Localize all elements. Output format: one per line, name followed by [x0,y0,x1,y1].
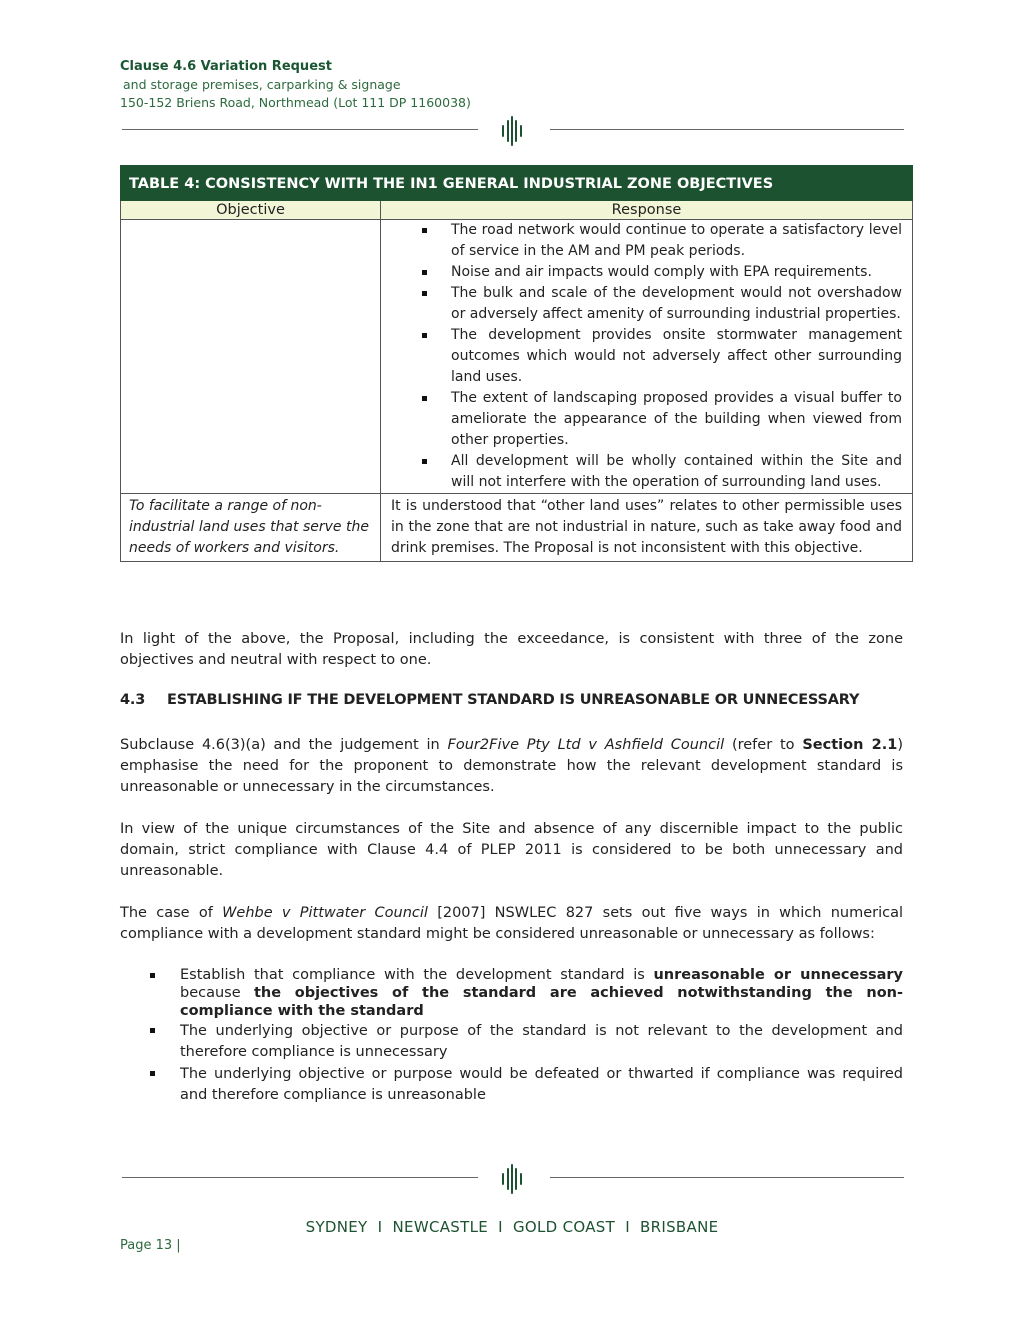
paragraph-circumstances: In view of the unique circumstances of the Site and absence of any discernible impact to the public domain, strict compliance with Clause 4.4 of PLEP 2011 is considered to be both unnecessary and unreasonable. [120,821,903,879]
page-number: Page 13 | [120,1238,181,1253]
response-text: It is understood that “other land uses” relates to other permissible uses in the zone that are not industrial in nature, such as take away food and drink premises. The Proposal is not inconsistent with this objective. [391,498,902,556]
footer-office-locations: SYDNEY I NEWCASTLE I GOLD COAST I BRISBANE [305,1218,719,1236]
column-header-objective: Objective [121,201,381,220]
text-run: (refer to [724,737,803,753]
text-run: Establish that compliance with the development standard is [180,967,654,983]
table-row [121,220,913,494]
list-item [180,966,903,1020]
document-header [120,58,471,112]
list-item: All development will be wholly contained within the Site and will not interfere with the operation of surrounding land uses. [451,451,902,493]
text-run: The case of [120,905,223,921]
divider-rule-left [122,1177,478,1178]
list-item: The road network would continue to operate a satisfactory level of service in the AM and PM peak periods. [451,220,902,262]
summary-paragraph: In light of the above, the Proposal, including the exceedance, is consistent with three of the zone objectives and neutral with respect to one. [120,631,903,668]
table-title: TABLE 4: CONSISTENCY WITH THE IN1 GENERAL INDUSTRIAL ZONE OBJECTIVES [121,166,913,201]
objective-cell-empty [121,220,381,494]
header-address: 150-152 Briens Road, Northmead (Lot 111 DP 1160038) [120,95,471,110]
zone-objectives-table [120,165,913,562]
text-run: because [180,985,254,1001]
logo-mark-icon [492,1162,532,1196]
text-run: ) emphasise the need for the proponent to demonstrate how the relevant development standard is unreasonable or unnecessary in the circumstances. [120,737,904,795]
section-number: 4.3 [120,692,146,708]
response-cell [381,494,913,562]
list-item: Noise and air impacts would comply with EPA requirements. [451,262,902,283]
wehbe-ways-list [120,966,903,1107]
case-citation: Wehbe v Pittwater Council [222,905,428,921]
list-item: The development provides onsite stormwater management outcomes which would not adversely affect other surrounding land uses. [451,325,902,388]
logo-mark-icon [492,114,532,148]
response-cell [381,220,913,494]
response-bullet-list [391,220,902,493]
list-item: The bulk and scale of the development would not overshadow or adversely affect amenity of surrounding industrial properties. [451,283,902,325]
section-reference: Section 2.1 [802,737,898,753]
divider-rule-right [550,129,904,130]
divider-rule-left [122,129,478,130]
case-citation: Four2Five Pty Ltd v Ashfield Council [447,737,725,753]
paragraph-wehbe [120,903,903,945]
header-subtitle: and storage premises, carparking & signage [123,77,401,92]
divider-rule-right [550,1177,904,1178]
header-title: Clause 4.6 Variation Request [120,59,332,74]
section-heading [120,692,859,708]
footer-divider [120,1168,904,1188]
list-item: The underlying objective or purpose of the standard is not relevant to the development and therefore compliance is unnecessary [180,1021,903,1063]
header-divider [120,120,904,140]
section-title: ESTABLISHING IF THE DEVELOPMENT STANDARD IS UNREASONABLE OR UNNECESSARY [167,692,860,708]
text-run: [2007] NSWLEC 827 sets out five ways in which numerical compliance with a development standard might be considered unreasonable or unnecessary as follows: [120,905,903,942]
list-item: The extent of landscaping proposed provides a visual buffer to ameliorate the appearance of the building when viewed from other properties. [451,388,902,451]
list-item: The underlying objective or purpose would be defeated or thwarted if compliance was required and therefore compliance is unreasonable [180,1064,903,1106]
column-header-response: Response [381,201,913,220]
emphasis-text: unreasonable or unnecessary [653,967,904,983]
paragraph-subclause [120,735,903,798]
text-run: Subclause 4.6(3)(a) and the judgement in [120,737,448,753]
objective-cell: To facilitate a range of non-industrial land uses that serve the needs of workers and visitors. [121,494,381,562]
emphasis-text: the objectives of the standard are achieved notwithstanding the non-compliance with the standard [180,985,903,1019]
table-row [121,494,913,562]
